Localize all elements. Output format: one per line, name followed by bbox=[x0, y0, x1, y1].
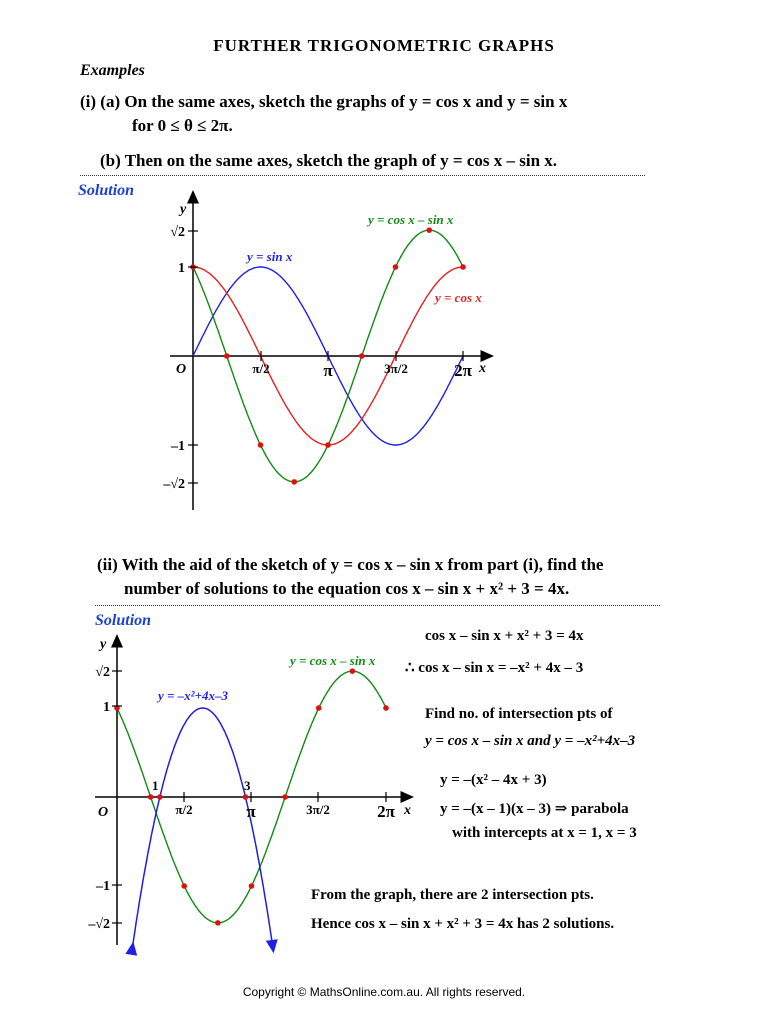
graph-2-point bbox=[157, 794, 163, 800]
graph-2-intercept-3-label: 3 bbox=[244, 778, 251, 793]
graph-2-x-label: x bbox=[404, 803, 411, 818]
working-p2: y = –(x – 1)(x – 3) ⇒ parabola bbox=[440, 801, 629, 817]
graph-2-ytick-negsqrt2: –√2 bbox=[88, 917, 110, 932]
graph-1-cos-label: y = cos x bbox=[435, 290, 482, 305]
working-find1: Find no. of intersection pts of bbox=[425, 706, 613, 722]
graph-1-x-label: x bbox=[479, 361, 486, 376]
graph-2-parabola-label: y = –x²+4x–3 bbox=[158, 688, 228, 703]
graph-2-point bbox=[181, 883, 187, 889]
graph-2-xtick-2pi: 2π bbox=[377, 802, 395, 821]
graph-2-point bbox=[243, 794, 249, 800]
graph-2-point bbox=[316, 705, 322, 711]
page-title: FURTHER TRIGONOMETRIC GRAPHS bbox=[213, 36, 555, 55]
question-2-line2: number of solutions to the equation cos x – sin x + x² + 3 = 4x. bbox=[124, 579, 570, 598]
graph-1-ytick-negsqrt2: –√2 bbox=[163, 477, 185, 492]
graph-2-xtick-pi: π bbox=[246, 802, 256, 821]
examples-heading: Examples bbox=[80, 62, 145, 79]
copyright-notice: Copyright © MathsOnline.com.au. All rights reserved. bbox=[242, 985, 526, 999]
graph-2-y-label: y bbox=[100, 637, 107, 652]
solution-label-2: Solution bbox=[95, 612, 152, 629]
graph-2-point bbox=[249, 883, 255, 889]
question-1a-line2: for 0 ≤ θ ≤ 2π. bbox=[132, 116, 233, 135]
question-1b-line: (b) Then on the same axes, sketch the graph of y = cos x – sin x. bbox=[100, 151, 558, 170]
working-find2: y = cos x – sin x and y = –x²+4x–3 bbox=[425, 733, 636, 749]
graph-2-ytick-neg1: –1 bbox=[96, 879, 110, 894]
graph-2-xtick-pi-over-2: π/2 bbox=[175, 802, 193, 817]
working-conclusion-2: Hence cos x – sin x + x² + 3 = 4x has 2 solutions. bbox=[311, 916, 615, 932]
graph-2-ytick-1: 1 bbox=[103, 700, 110, 715]
solution-label-1: Solution bbox=[78, 182, 135, 199]
graph-1-sin-label: y = sin x bbox=[247, 249, 293, 264]
graph-2-point bbox=[350, 668, 356, 674]
graph-1-xtick-3pi-over-2: 3π/2 bbox=[384, 361, 408, 376]
graph-2-diff-label: y = cos x – sin x bbox=[290, 653, 376, 668]
graph-1-xtick-pi: π bbox=[323, 361, 333, 380]
graph-2-xtick-3pi-over-2: 3π/2 bbox=[306, 802, 330, 817]
graph-2-point bbox=[215, 920, 221, 926]
graph-2-parabola-curve bbox=[132, 708, 272, 947]
graph-2-point bbox=[148, 794, 154, 800]
graph-1-ytick-neg1: –1 bbox=[171, 439, 185, 454]
working-eq1: cos x – sin x + x² + 3 = 4x bbox=[425, 628, 584, 644]
working-p3: with intercepts at x = 1, x = 3 bbox=[452, 825, 637, 841]
graph-1-ytick-1: 1 bbox=[178, 261, 185, 276]
graph-2-point bbox=[282, 794, 288, 800]
question-2-line1: (ii) With the aid of the sketch of y = cos x – sin x from part (i), find the bbox=[97, 555, 604, 574]
graph-1-origin: O bbox=[176, 362, 187, 377]
graph-1-xtick-pi-over-2: π/2 bbox=[252, 361, 270, 376]
graph-1-xtick-2pi: 2π bbox=[454, 361, 472, 380]
working-p1: y = –(x² – 4x + 3) bbox=[440, 772, 547, 788]
graph-2-point bbox=[383, 705, 389, 711]
working-eq2: ∴ cos x – sin x = –x² + 4x – 3 bbox=[405, 660, 584, 676]
graph-2-origin: O bbox=[98, 805, 109, 820]
graph-2-intercept-1-label: 1 bbox=[152, 778, 159, 793]
working-conclusion-1: From the graph, there are 2 intersection pts. bbox=[311, 887, 594, 903]
graph-1-ytick-sqrt2: √2 bbox=[170, 225, 185, 240]
graph-1-y-label: y bbox=[180, 202, 187, 217]
graph-1-diff-label: y = cos x – sin x bbox=[368, 212, 454, 227]
question-1a-line1: (i) (a) On the same axes, sketch the graphs of y = cos x and y = sin x bbox=[80, 92, 568, 111]
graph-2-ytick-sqrt2: √2 bbox=[95, 665, 110, 680]
